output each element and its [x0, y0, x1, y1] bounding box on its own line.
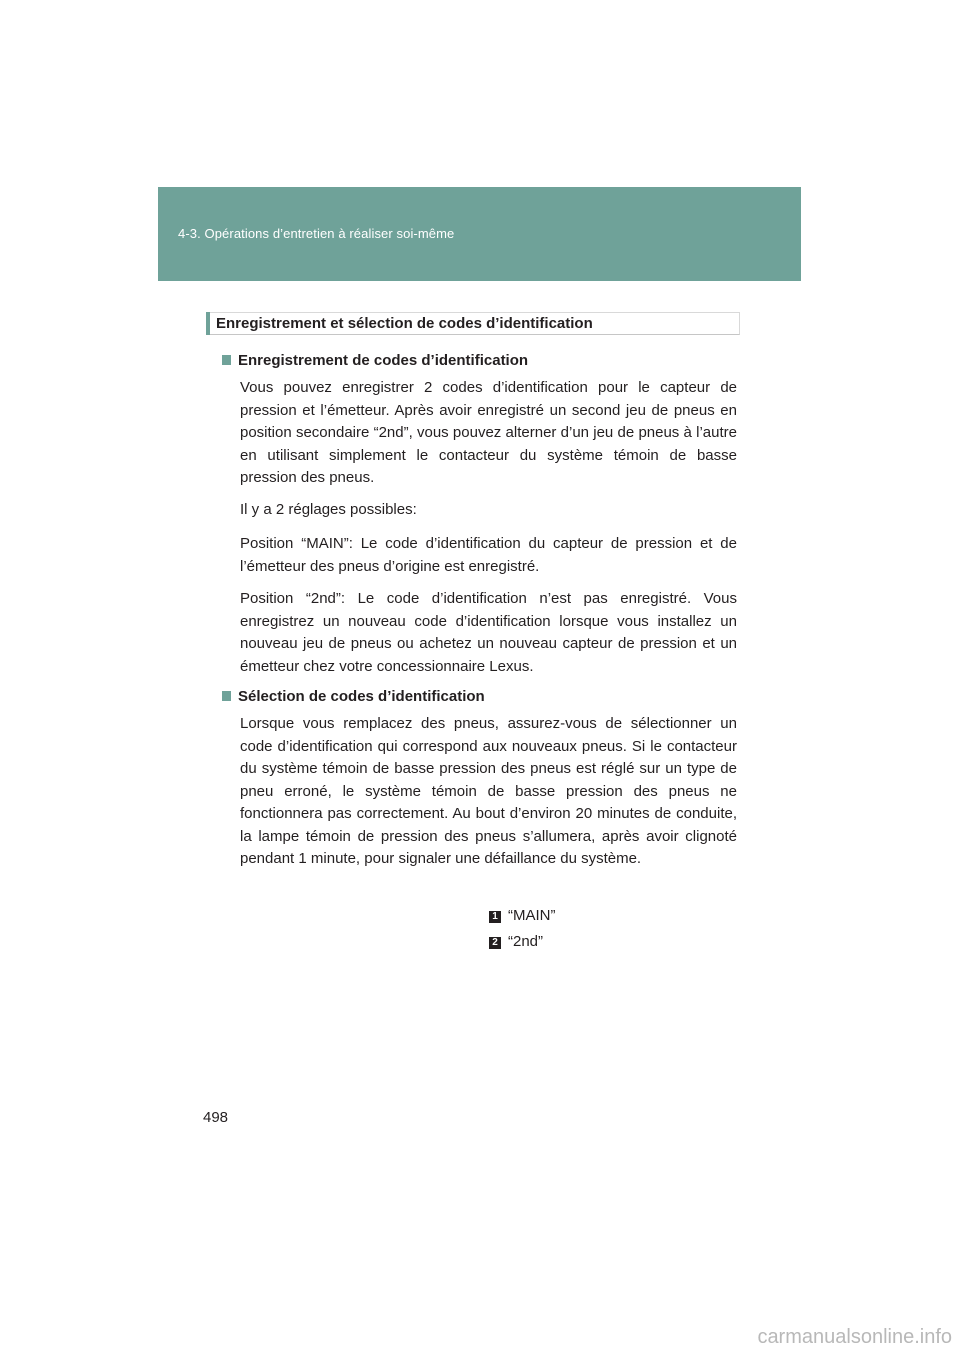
section-heading	[206, 312, 740, 335]
subheading-registration-label: Enregistrement de codes d’identification	[238, 352, 529, 369]
label-2nd	[489, 933, 543, 950]
paragraph-main-position: Position “MAIN”: Le code d’identification du capteur de pression et de l’émetteur des pneus d’origine est enregistré.	[240, 535, 737, 575]
number-1-icon: 1	[489, 911, 501, 923]
chapter-header-band	[158, 187, 801, 281]
paragraph-2nd-position: Position “2nd”: Le code d’identification n’est pas enregistré. Vous enregistrez un nouveau code d’identification lorsque vous installez un nouveau jeu de pneus ou achetez un nouveau capteur de pression et un émetteur chez votre concessionnaire Lexus.	[240, 590, 737, 675]
paragraph-selection: Lorsque vous remplacez des pneus, assurez-vous de sélectionner un code d’identification qui correspond aux nouveaux pneus. Si le contacteur du système témoin de basse pression des pneus est réglé sur un type de pneu erroné, le système témoin de basse pression des pneus ne fonctionnera pas correctement. Au bout d’environ 20 minutes de conduite, la lampe témoin de pression des pneus s’allumera, après avoir clignoté pendant 1 minute, pour signaler une défaillance du système.	[240, 715, 737, 867]
subheading-selection	[222, 688, 485, 705]
label-main	[489, 907, 556, 924]
label-2nd-text: “2nd”	[508, 933, 544, 950]
watermark: carmanualsonline.info	[757, 1326, 952, 1348]
paragraph-registration-intro: Vous pouvez enregistrer 2 codes d’identification pour le capteur de pression et l’émetteur. Après avoir enregistré un second jeu de pneus en position secondaire “2nd”, vous pouvez alterner d’un jeu de pneus à l’autre en utilisant simplement le contacteur du système témoin de basse pression des pneus.	[240, 379, 737, 486]
label-main-text: “MAIN”	[508, 907, 556, 924]
square-bullet-icon	[222, 691, 231, 701]
square-bullet-icon	[222, 355, 231, 365]
page-number: 498	[203, 1109, 229, 1126]
chapter-title: 4-3. Opérations d’entretien à réaliser soi-même	[178, 226, 455, 241]
number-2-icon: 2	[489, 937, 501, 949]
subheading-registration	[222, 352, 528, 369]
paragraph-settings-count: Il y a 2 réglages possibles:	[240, 501, 417, 518]
section-accent-bar	[206, 312, 210, 335]
section-title: Enregistrement et sélection de codes d’identification	[216, 315, 593, 332]
subheading-selection-label: Sélection de codes d’identification	[238, 688, 485, 705]
